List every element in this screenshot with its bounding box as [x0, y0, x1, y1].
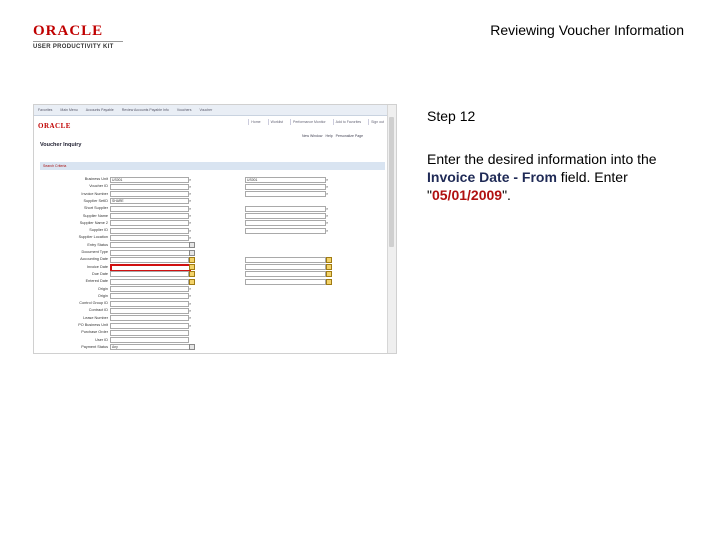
instruction-pre: Enter the desired information into the — [427, 151, 657, 167]
field-label: Origin — [97, 293, 108, 298]
calendar-icon[interactable] — [326, 264, 332, 270]
logo-divider — [33, 41, 123, 42]
vertical-scrollbar[interactable] — [387, 105, 396, 353]
from-field[interactable] — [110, 330, 189, 336]
field-label: Supplier Location — [78, 235, 108, 240]
lookup-icon[interactable]: ⌕ — [326, 183, 329, 189]
page-title: Voucher Inquiry — [40, 142, 82, 148]
page-links — [302, 134, 363, 138]
breadcrumb-item[interactable]: Accounts Payable — [85, 108, 114, 112]
add-to-favorites-link[interactable]: Add to Favorites — [333, 119, 363, 125]
breadcrumb-item[interactable]: Voucher — [199, 108, 213, 112]
logo-tagline: USER PRODUCTIVITY KIT — [33, 44, 114, 50]
to-field[interactable] — [245, 257, 326, 263]
to-field[interactable] — [245, 227, 329, 234]
to-field[interactable] — [245, 271, 326, 277]
field-label: Payment Status — [81, 344, 108, 349]
breadcrumb-item[interactable]: Favorites — [38, 108, 53, 112]
lookup-icon[interactable]: ⌕ — [189, 300, 192, 306]
to-field[interactable] — [245, 191, 329, 197]
from-field[interactable] — [110, 242, 195, 248]
from-field[interactable] — [110, 315, 192, 321]
lookup-icon[interactable]: ⌕ — [189, 286, 192, 291]
home-link[interactable]: Home — [248, 119, 262, 125]
search-criteria-section[interactable] — [40, 162, 385, 170]
from-field[interactable] — [110, 234, 192, 241]
lookup-icon[interactable]: ⌕ — [189, 205, 192, 211]
lookup-icon[interactable]: ⌕ — [189, 227, 192, 233]
personalize-page-link[interactable]: Personalize Page — [335, 134, 364, 138]
instruction-field: Invoice Date - From — [427, 169, 557, 185]
from-field[interactable] — [110, 250, 195, 256]
from-field[interactable] — [110, 337, 189, 343]
from-field[interactable]: Any — [110, 344, 195, 350]
from-field[interactable] — [110, 205, 192, 212]
field-label: Invoice Date — [86, 264, 108, 269]
lookup-icon[interactable]: ⌕ — [189, 307, 192, 313]
calendar-icon[interactable] — [189, 264, 195, 270]
field-label: Entered Date — [85, 279, 108, 284]
lookup-icon[interactable]: ⌕ — [189, 213, 192, 218]
breadcrumb-nav — [34, 105, 390, 116]
to-field[interactable]: US001 — [245, 177, 326, 183]
field-label: PO Business Unit — [78, 323, 108, 327]
lookup-icon[interactable]: ⌕ — [326, 205, 329, 211]
field-label: Accounting Date — [80, 257, 108, 262]
oracle-upk-logo — [33, 24, 123, 51]
instruction-text — [427, 150, 687, 204]
field-label: Voucher ID — [89, 184, 108, 189]
breadcrumb-item[interactable]: Main Menu — [60, 108, 78, 112]
field-label: Control Group ID — [79, 301, 108, 306]
dropdown-arrow-icon[interactable] — [189, 250, 195, 256]
lookup-icon[interactable]: ⌕ — [326, 220, 329, 226]
field-label: Origin — [97, 286, 108, 291]
from-field[interactable] — [110, 307, 192, 314]
from-field[interactable] — [110, 183, 192, 190]
lookup-icon[interactable]: ⌕ — [189, 234, 192, 240]
from-field[interactable] — [110, 220, 192, 226]
from-field[interactable]: US001 — [110, 177, 189, 183]
help-link[interactable]: Help — [325, 134, 333, 138]
field-label: Purchase Order — [81, 330, 108, 335]
lookup-icon[interactable]: ⌕ — [189, 198, 192, 204]
lookup-icon[interactable]: ⌕ — [189, 191, 192, 197]
lookup-icon[interactable]: ⌕ — [189, 322, 192, 328]
worklist-link[interactable]: Worklist — [268, 119, 285, 125]
from-field[interactable] — [110, 191, 192, 197]
calendar-icon[interactable] — [189, 271, 195, 277]
to-field[interactable] — [245, 220, 329, 226]
dropdown-arrow-icon[interactable] — [189, 344, 195, 350]
calendar-icon[interactable] — [189, 279, 195, 285]
universal-nav — [34, 116, 390, 127]
breadcrumb-item[interactable]: Vouchers — [176, 108, 192, 112]
instruction-mid: field. Enter " — [427, 169, 628, 203]
calendar-icon[interactable] — [326, 257, 332, 263]
to-field[interactable] — [245, 264, 326, 270]
new-window-link[interactable]: New Window — [302, 134, 323, 138]
field-label: Business Unit — [84, 177, 108, 181]
instruction-post: ". — [502, 187, 511, 203]
application-screenshot — [33, 104, 397, 354]
from-field[interactable] — [110, 227, 192, 234]
to-field[interactable] — [245, 279, 326, 285]
field-label: Document Type — [81, 250, 108, 254]
field-label: Supplier Name — [82, 213, 108, 218]
lookup-icon[interactable]: ⌕ — [326, 213, 329, 218]
from-field[interactable] — [110, 293, 192, 299]
lookup-icon[interactable]: ⌕ — [189, 220, 192, 226]
from-field[interactable] — [110, 213, 192, 219]
sign-out-link[interactable]: Sign out — [368, 119, 386, 125]
slide-title: Reviewing Voucher Information — [490, 22, 684, 38]
instruction-value: 05/01/2009 — [431, 187, 503, 203]
field-label: Lease Number — [83, 315, 108, 320]
dropdown-arrow-icon[interactable] — [189, 242, 195, 248]
lookup-icon[interactable]: ⌕ — [326, 176, 329, 182]
field-label: User ID — [95, 337, 108, 342]
to-field[interactable] — [245, 205, 329, 212]
breadcrumb-item[interactable]: Review Accounts Payable Info — [121, 108, 169, 112]
field-label: Entry Status — [87, 242, 108, 247]
field-label: Short Supplier — [83, 206, 108, 211]
from-field[interactable] — [110, 300, 192, 307]
lookup-icon[interactable]: ⌕ — [189, 176, 192, 182]
from-field[interactable] — [110, 257, 189, 263]
field-label: Supplier Name 2 — [79, 220, 108, 225]
from-field[interactable] — [110, 322, 192, 329]
field-label: Invoice Number — [81, 191, 108, 196]
oracle-logo-text: ORACLE — [33, 23, 104, 39]
field-label: Due Date — [91, 271, 108, 276]
field-label: Supplier ID — [89, 228, 108, 233]
lookup-icon[interactable]: ⌕ — [189, 293, 192, 299]
step-number: Step 12 — [427, 108, 476, 124]
from-field[interactable] — [110, 286, 192, 292]
calendar-icon[interactable] — [326, 271, 332, 277]
to-field[interactable] — [245, 213, 329, 219]
lookup-icon[interactable]: ⌕ — [326, 227, 329, 233]
section-label: Search Criteria — [43, 164, 67, 168]
lookup-icon[interactable]: ⌕ — [189, 183, 192, 189]
scrollbar-thumb[interactable] — [389, 117, 394, 247]
lookup-icon[interactable]: ⌕ — [326, 191, 329, 197]
from-field[interactable]: SHARE — [110, 198, 189, 204]
from-field[interactable] — [110, 279, 189, 285]
calendar-icon[interactable] — [326, 279, 332, 285]
from-field[interactable] — [110, 271, 189, 277]
field-label: Contract ID — [88, 308, 108, 313]
field-label: Supplier SetID — [83, 198, 108, 203]
performance-monitor-link[interactable]: Performance Monitor — [290, 119, 328, 125]
app-oracle-logo: ORACLE — [38, 122, 71, 130]
to-field[interactable] — [245, 183, 329, 190]
calendar-icon[interactable] — [189, 257, 195, 263]
lookup-icon[interactable]: ⌕ — [189, 315, 192, 321]
